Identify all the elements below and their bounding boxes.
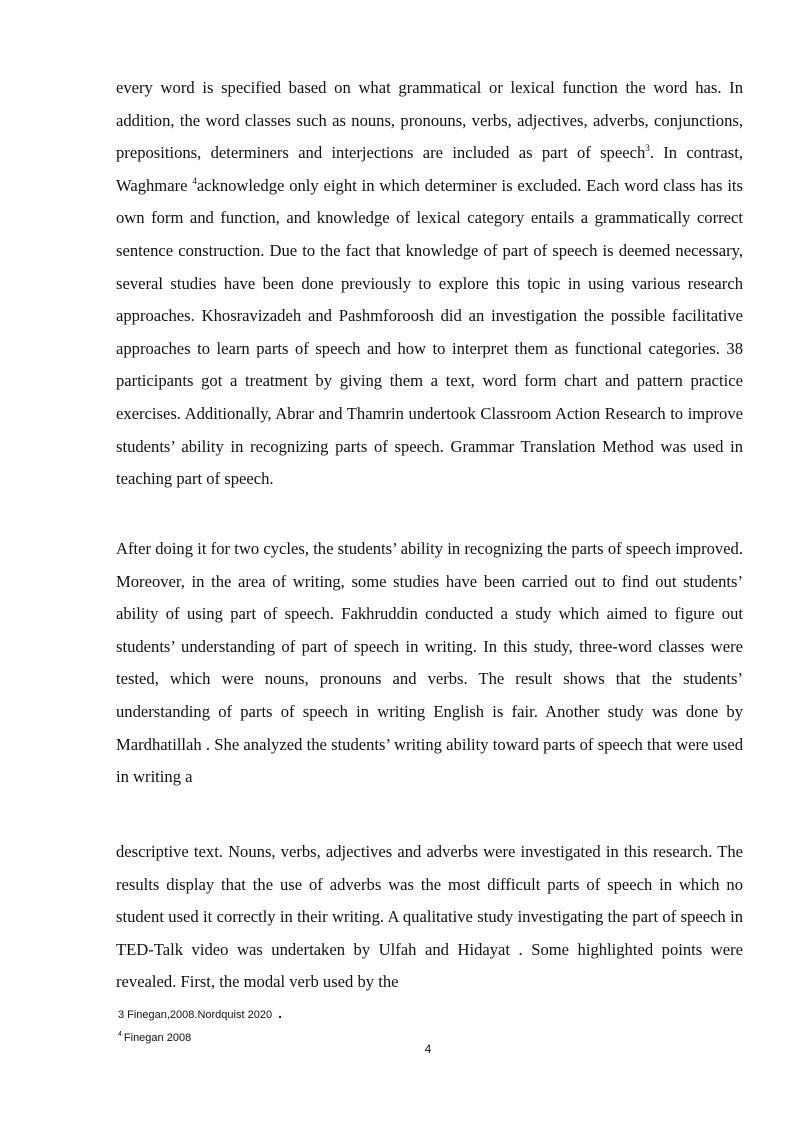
footnote-number: 3: [118, 1009, 125, 1021]
paragraph-1-text-b: . In contrast, Waghmare: [116, 143, 743, 195]
page-number: 4: [424, 1042, 432, 1056]
footnote-3: [118, 1003, 282, 1025]
footnote-number: 4: [118, 1031, 122, 1038]
body-paragraph-1: [116, 72, 743, 496]
footnote-ref-4[interactable]: 4: [192, 175, 197, 186]
paragraph-1-text-a: every word is specified based on what grammatical or lexical function the word has. In addition, the word classes such as nouns, pronouns, verbs, adjectives, adverbs, conjunctions, prepositions, determiners and interjections are included as part of speech: [116, 78, 743, 163]
footnote-text: Finegan,2008.Nordquist 2020: [127, 1009, 273, 1021]
footnote-text: Finegan 2008: [123, 1032, 192, 1044]
footnote-ref-3[interactable]: 3: [645, 143, 650, 154]
body-paragraph-2: After doing it for two cycles, the students’ ability in recognizing the parts of speech improved. Moreover, in the area of writing, some studies have been carried out to find out students’ ability of using part of speech. Fakhruddin conducted a study which aimed to figure out students’ understanding of part of speech in writing. In this study, three-word classes were tested, which were nouns, pronouns and verbs. The result shows that the students’ understanding of parts of speech in writing English is fair. Another study was done by Mardhatillah . She analyzed the students’ writing ability toward parts of speech that were used in writing a: [116, 539, 743, 787]
body-paragraph-3: descriptive text. Nouns, verbs, adjectives and adverbs were investigated in this research. The results display that the use of adverbs was the most difficult parts of speech in which no student used it correctly in their writing. A qualitative study investigating the part of speech in TED-Talk video was undertaken by Ulfah and Hidayat . Some highlighted points were revealed. First, the modal verb used by the: [116, 842, 743, 992]
paragraph-1-text-c: acknowledge only eight in which determiner is excluded. Each word class has its own form and function, and knowledge of lexical category entails a grammatically correct sentence construction. Due to the fact that knowledge of part of speech is deemed necessary, several studies have been done previously to explore this topic in using various research approaches. Khosravizadeh and Pashmforoosh did an investigation the possible facilitative approaches to learn parts of speech and how to interpret them as functional categories. 38 participants got a treatment by giving them a text, word form chart and pattern practice exercises. Additionally, Abrar and Thamrin undertook Classroom Action Research to improve students’ ability in recognizing parts of speech. Grammar Translation Method was used in teaching part of speech.: [116, 175, 743, 489]
footnote-trailing-dot: .: [278, 1005, 282, 1021]
